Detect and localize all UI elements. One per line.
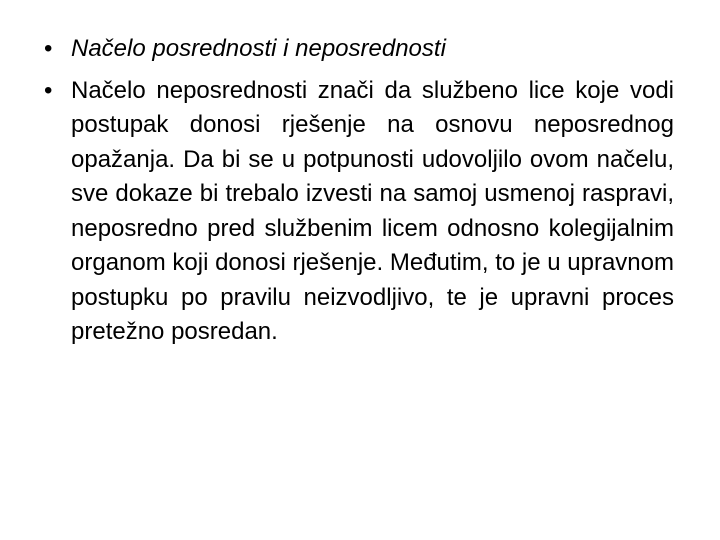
list-item-heading — [44, 32, 674, 67]
list-item-paragraph — [44, 74, 674, 350]
bullet-icon: • — [44, 76, 53, 104]
bullet-list — [44, 32, 674, 350]
heading-text: Načelo posrednosti i neposrednosti — [71, 35, 446, 62]
bullet-icon: • — [44, 35, 53, 62]
paragraph-text: Načelo neposrednosti znači da službeno lice koje vodi postupak donosi rješenje na osnovu neposrednog opažanja. Da bi se u potpunosti udovoljilo ovom načelu, sve dokaze bi trebalo izvesti na samoj usmenoj raspravi, neposredno pred službenim licem odnosno kolegijalnim organom koji donosi rješenje. Međutim, to je u upravnom postupku po pravilu neizvodljivo, te je upravni proces pretežno posredan. — [71, 76, 674, 345]
